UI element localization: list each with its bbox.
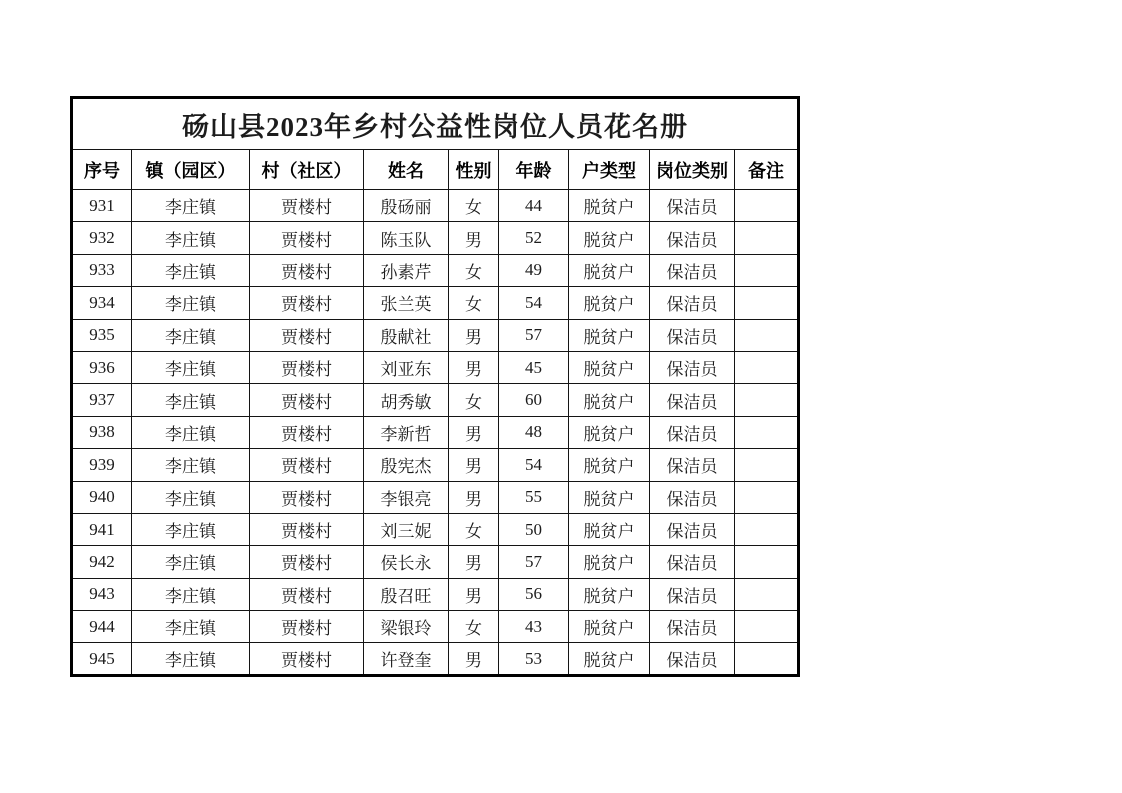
table-row [72,449,799,481]
table-cell: 57 [499,319,569,351]
table-cell: 李庄镇 [132,222,250,254]
table-cell: 侯长永 [364,546,449,578]
table-cell: 944 [72,611,132,643]
table-cell: 贾楼村 [250,254,364,286]
column-header: 镇（园区） [132,150,250,190]
table-cell: 贾楼村 [250,481,364,513]
table-cell: 934 [72,287,132,319]
table-row [72,546,799,578]
table-row [72,513,799,545]
table-cell: 许登奎 [364,643,449,675]
table-cell: 李庄镇 [132,578,250,610]
table-row [72,319,799,351]
table-cell: 保洁员 [650,643,735,675]
table-cell: 57 [499,546,569,578]
table-cell: 男 [449,643,499,675]
table-cell: 李新哲 [364,416,449,448]
table-cell: 殷献社 [364,319,449,351]
table-cell: 脱贫户 [569,319,650,351]
table-cell: 李银亮 [364,481,449,513]
table-cell: 保洁员 [650,254,735,286]
table-cell: 48 [499,416,569,448]
table-cell: 60 [499,384,569,416]
table-row [72,190,799,222]
table-cell: 脱贫户 [569,384,650,416]
table-cell: 胡秀敏 [364,384,449,416]
table-cell: 男 [449,546,499,578]
table-cell: 942 [72,546,132,578]
table-cell: 939 [72,449,132,481]
table-cell: 李庄镇 [132,254,250,286]
table-cell: 李庄镇 [132,384,250,416]
table-cell: 保洁员 [650,546,735,578]
table-cell: 贾楼村 [250,319,364,351]
table-cell: 李庄镇 [132,351,250,383]
table-cell: 938 [72,416,132,448]
table-cell: 男 [449,351,499,383]
table-cell: 贾楼村 [250,384,364,416]
table-cell: 贾楼村 [250,546,364,578]
column-header: 性别 [449,150,499,190]
table-cell: 脱贫户 [569,611,650,643]
table-row [72,254,799,286]
table-row [72,287,799,319]
table-cell [735,578,799,610]
table-cell: 女 [449,254,499,286]
page-title: 砀山县2023年乡村公益性岗位人员花名册 [72,98,799,150]
table-cell: 李庄镇 [132,287,250,319]
table-cell: 李庄镇 [132,481,250,513]
table-cell: 56 [499,578,569,610]
table-cell: 李庄镇 [132,190,250,222]
table-cell: 男 [449,481,499,513]
table-cell: 53 [499,643,569,675]
table-cell: 55 [499,481,569,513]
table-cell: 脱贫户 [569,449,650,481]
table-cell: 保洁员 [650,578,735,610]
table-cell [735,319,799,351]
table-cell: 李庄镇 [132,643,250,675]
column-header: 村（社区） [250,150,364,190]
table-cell: 贾楼村 [250,578,364,610]
table-cell: 50 [499,513,569,545]
column-header: 备注 [735,150,799,190]
table-cell: 女 [449,190,499,222]
table-cell: 脱贫户 [569,643,650,675]
table-cell: 脱贫户 [569,416,650,448]
table-cell: 贾楼村 [250,611,364,643]
table-cell: 保洁员 [650,416,735,448]
table-cell: 贾楼村 [250,351,364,383]
table-cell: 54 [499,449,569,481]
table-cell: 脱贫户 [569,287,650,319]
table-cell [735,546,799,578]
table-cell: 943 [72,578,132,610]
table-cell: 49 [499,254,569,286]
table-cell: 45 [499,351,569,383]
table-cell: 52 [499,222,569,254]
table-cell [735,222,799,254]
table-cell: 脱贫户 [569,190,650,222]
table-cell: 保洁员 [650,481,735,513]
table-cell: 保洁员 [650,190,735,222]
table-cell [735,481,799,513]
table-row [72,384,799,416]
table-cell: 941 [72,513,132,545]
column-header: 岗位类别 [650,150,735,190]
table-cell: 贾楼村 [250,416,364,448]
table-cell: 933 [72,254,132,286]
table-cell: 945 [72,643,132,675]
table-cell: 940 [72,481,132,513]
table-cell: 保洁员 [650,449,735,481]
table-cell: 男 [449,416,499,448]
column-header: 户类型 [569,150,650,190]
table-row [72,611,799,643]
title-row [72,98,799,150]
table-cell: 李庄镇 [132,546,250,578]
table-cell: 男 [449,319,499,351]
column-header: 序号 [72,150,132,190]
table-cell [735,384,799,416]
column-header: 姓名 [364,150,449,190]
table-cell: 保洁员 [650,287,735,319]
table-row [72,578,799,610]
table-cell: 梁银玲 [364,611,449,643]
table-cell: 张兰英 [364,287,449,319]
table-cell: 女 [449,513,499,545]
table-cell: 女 [449,384,499,416]
table-cell: 43 [499,611,569,643]
table-cell [735,643,799,675]
table-cell: 男 [449,449,499,481]
table-cell: 脱贫户 [569,481,650,513]
table-cell [735,449,799,481]
table-cell: 孙素芹 [364,254,449,286]
table-cell: 脱贫户 [569,254,650,286]
roster-table-body [72,190,799,676]
table-cell [735,513,799,545]
table-cell: 保洁员 [650,351,735,383]
table-cell [735,190,799,222]
roster-table [70,96,800,677]
table-cell: 脱贫户 [569,351,650,383]
table-cell: 陈玉队 [364,222,449,254]
table-cell: 936 [72,351,132,383]
table-cell: 932 [72,222,132,254]
table-cell [735,416,799,448]
table-cell: 脱贫户 [569,513,650,545]
table-cell: 李庄镇 [132,513,250,545]
table-row [72,643,799,675]
table-header-row [72,150,799,190]
table-cell: 54 [499,287,569,319]
table-cell [735,287,799,319]
table-cell: 935 [72,319,132,351]
table-cell: 保洁员 [650,513,735,545]
table-cell: 李庄镇 [132,319,250,351]
table-cell: 李庄镇 [132,416,250,448]
table-cell: 保洁员 [650,319,735,351]
table-cell: 李庄镇 [132,611,250,643]
table-cell: 贾楼村 [250,287,364,319]
table-cell: 刘亚东 [364,351,449,383]
table-cell: 脱贫户 [569,546,650,578]
table-cell: 殷宪杰 [364,449,449,481]
table-cell: 保洁员 [650,384,735,416]
column-header: 年龄 [499,150,569,190]
table-cell: 殷砀丽 [364,190,449,222]
table-cell: 女 [449,611,499,643]
table-cell: 保洁员 [650,222,735,254]
table-cell [735,254,799,286]
table-cell [735,611,799,643]
table-cell: 男 [449,222,499,254]
table-row [72,222,799,254]
table-cell: 931 [72,190,132,222]
table-cell: 937 [72,384,132,416]
table-cell: 贾楼村 [250,222,364,254]
table-cell: 女 [449,287,499,319]
table-cell: 李庄镇 [132,449,250,481]
table-cell: 44 [499,190,569,222]
table-row [72,481,799,513]
table-cell: 贾楼村 [250,190,364,222]
table-cell: 脱贫户 [569,578,650,610]
table-cell: 保洁员 [650,611,735,643]
table-cell: 殷召旺 [364,578,449,610]
table-row [72,351,799,383]
table-row [72,416,799,448]
table-cell: 贾楼村 [250,449,364,481]
table-cell: 男 [449,578,499,610]
table-cell: 贾楼村 [250,513,364,545]
table-cell [735,351,799,383]
table-cell: 刘三妮 [364,513,449,545]
table-cell: 贾楼村 [250,643,364,675]
table-cell: 脱贫户 [569,222,650,254]
